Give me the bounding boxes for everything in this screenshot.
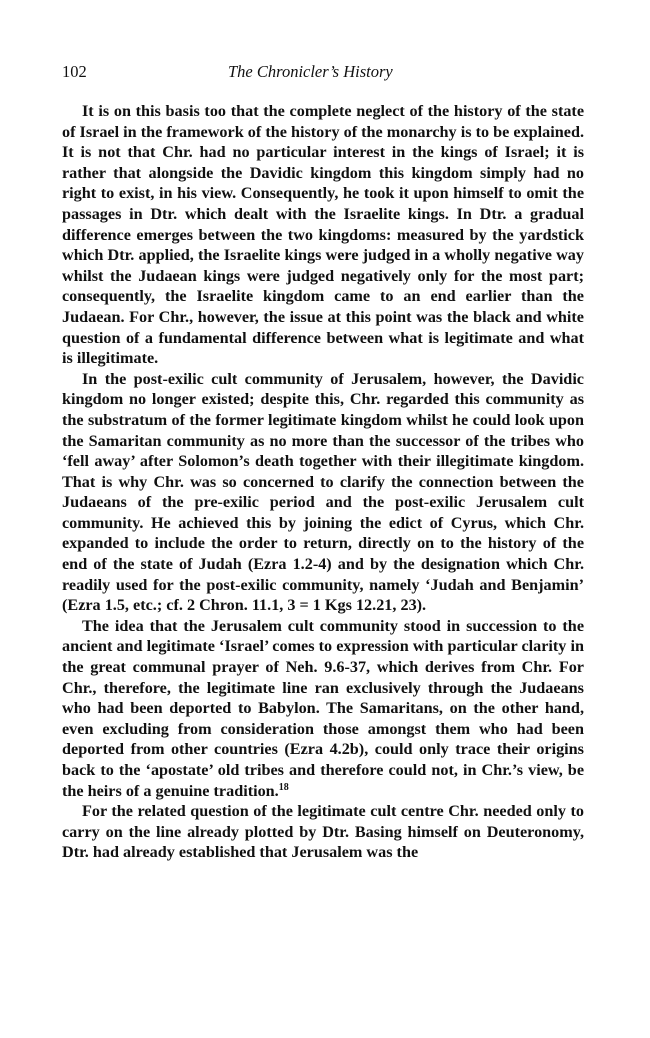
body-text: [62, 101, 584, 863]
paragraph-2: In the post-exilic cult community of Jerusalem, however, the Davidic kingdom no longer existed; despite this, Chr. regarded this community as the substratum of the former legitimate kingdom whilst he could look upon the Samaritan community as no more than the successor of the tribes who ‘fell away’ after Solomon’s death together with their illegitimate kingdom. That is why Chr. was so concerned to clarify the connection between the Judaeans of the pre-exilic period and the post-exilic Jerusalem cult community. He achieved this by joining the edict of Cyrus, which Chr. expanded to include the order to return, directly on to the history of the end of the state of Judah (Ezra 1.2-4) and by the designation which Chr. readily used for the post-exilic community, namely ‘Judah and Benjamin’ (Ezra 1.5, etc.; cf. 2 Chron. 11.1, 3 = 1 Kgs 12.21, 23).: [62, 369, 584, 615]
paragraph-4: For the related question of the legitimate cult centre Chr. needed only to carry on the line already plotted by Dtr. Basing himself on Deuteronomy, Dtr. had already established that Jerusalem was the: [62, 802, 584, 862]
running-header: [62, 62, 584, 86]
paragraph-3: [62, 616, 584, 801]
paragraph-3-text: The idea that the Jerusalem cult community stood in succession to the ancient and legitimate ‘Israel’ comes to expression with particular clarity in the great communal prayer of Neh. 9.6-37, which derives from Chr. For Chr., therefore, the legitimate line ran exclusively through the Judaeans who had been deported to Babylon. The Samaritans, on the other hand, even excluding from consideration those amongst them who had been deported from other countries (Ezra 4.2b), could only trace their origins back to the ‘apostate’ old tribes and therefore could not, in Chr.’s view, be the heirs of a genuine tradition.: [62, 616, 584, 800]
paragraph-1: It is on this basis too that the complete neglect of the history of the state of Israel in the framework of the history of the monarchy is to be explained. It is not that Chr. had no particular interest in the kings of Israel; it is rather that alongside the Davidic kingdom this kingdom simply had no right to exist, in his view. Consequently, he took it upon himself to omit the passages in Dtr. which dealt with the Israelite kings. In Dtr. a gradual difference emerges between the two kingdoms: measured by the yardstick which Dtr. applied, the Israelite kings were judged in a wholly negative way whilst the Judaean kings were judged negatively only for the most part; consequently, the Israelite kingdom came to an end earlier than the Judaean. For Chr., however, the issue at this point was the black and white question of a fundamental difference between what is legitimate and what is illegitimate.: [62, 102, 584, 368]
footnote-reference: 18: [278, 781, 289, 793]
running-title: The Chronicler’s History: [228, 62, 393, 81]
page-number: 102: [62, 62, 87, 81]
